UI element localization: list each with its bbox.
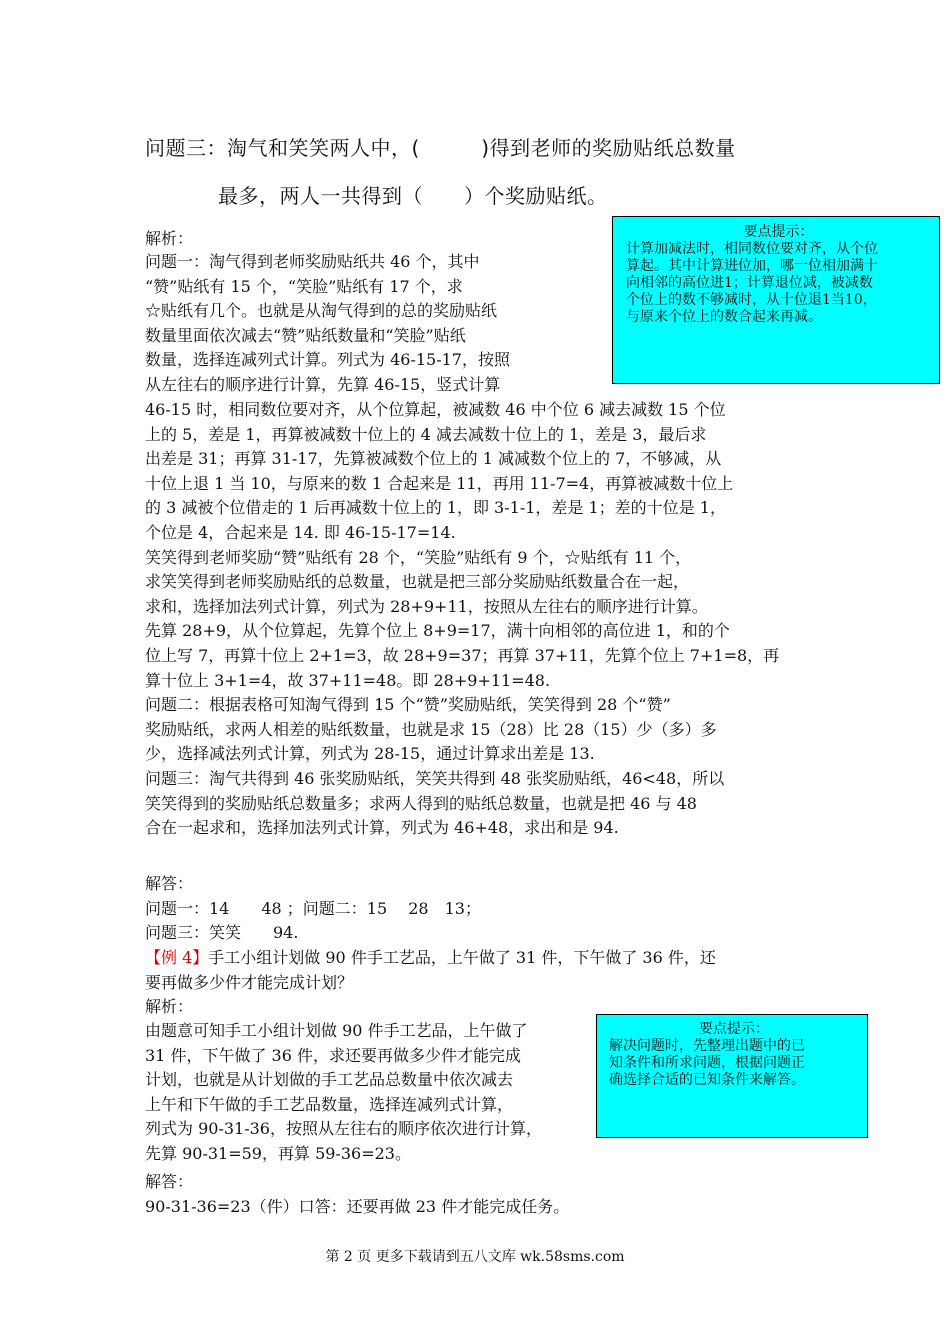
- answer-line: 问题一：14 48 ；问题二：15 28 13；: [145, 898, 481, 918]
- hint-line: 知条件和所求问题，根据问题正: [609, 1055, 805, 1071]
- text-line: 列式为 90-31-36，按照从左往右的顺序依次进行计算，: [145, 1119, 542, 1139]
- text-line: 先算 28+9，从个位算起，先算个位上 8+9=17，满十向相邻的高位进 1，和的个: [145, 621, 730, 641]
- text-line: 个位是 4，合起来是 14. 即 46-15-17=14.: [145, 522, 456, 542]
- text-line: 计划，也就是从计划做的手工艺品总数量中依次减去: [145, 1070, 514, 1090]
- text-line: “赞”贴纸有 15 个，“笑脸”贴纸有 17 个，求: [145, 276, 463, 296]
- hint-line: 算起。其中计算进位加，哪一位相加满十: [626, 258, 878, 274]
- text-line: 从左往右的顺序进行计算，先算 46-15，竖式计算: [145, 374, 501, 394]
- hint-line: 解决问题时，先整理出题中的已: [609, 1038, 805, 1054]
- text-line: 奖励贴纸，求两人相差的贴纸数量，也就是求 15（28）比 28（15）少（多）多: [145, 719, 717, 739]
- text-line: 算十位上 3+1=4，故 37+11=48。即 28+9+11=48.: [145, 670, 551, 690]
- text-line: 31 件，下午做了 36 件，求还要再做多少件才能完成: [145, 1045, 521, 1065]
- question3-line1: 问题三：淘气和笑笑两人中，( )得到老师的奖励贴纸总数量: [145, 136, 736, 160]
- text-line: 先算 90-31=59，再算 59-36=23。: [145, 1143, 411, 1163]
- answer-label-2: 解答：: [145, 1172, 194, 1191]
- text-line: 由题意可知手工小组计划做 90 件手工艺品，上午做了: [145, 1021, 528, 1040]
- example4-line2: 要再做多少件才能完成计划？: [145, 972, 354, 992]
- hint-line: 确选择合适的已知条件来解答。: [609, 1072, 805, 1088]
- hint-line: 与原来个位上的数合起来再减。: [626, 309, 822, 325]
- text-line: 问题三：淘气共得到 46 张奖励贴纸，笑笑共得到 48 张奖励贴纸，46<48，所以: [145, 768, 725, 788]
- text-line: 上的 5，差是 1，再算被减数十位上的 4 减去减数十位上的 1，差是 3，最后求: [145, 424, 707, 444]
- example4-line1: 手工小组计划做 90 件手工艺品，上午做了 31 件，下午做了 36 件，还: [208, 948, 716, 967]
- page-footer: 第 2 页 更多下载请到五八文库 wk.58sms.com: [325, 1249, 625, 1265]
- text-line: ☆贴纸有几个。也就是从淘气得到的总的奖励贴纸: [145, 301, 498, 321]
- hint-box-2: [596, 1014, 868, 1138]
- text-line: 十位上退 1 当 10，与原来的数 1 合起来是 11，再用 11-7=4，再算被减数十位上: [145, 473, 734, 493]
- hint-title: 要点提示：: [699, 1021, 769, 1037]
- text-line: 数量，选择连减列式计算。列式为 46-15-17，按照: [145, 350, 510, 370]
- analysis-wide: [145, 398, 815, 841]
- text-line: 数量里面依次减去“赞”贴纸数量和“笑脸”贴纸: [145, 325, 466, 345]
- text-line: 求和，选择加法列式计算，列式为 28+9+11，按照从左往右的顺序进行计算。: [145, 596, 708, 616]
- example4-tag: 【例 4】: [145, 948, 209, 967]
- text-line: 46-15 时，相同数位要对齐，从个位算起，被减数 46 中个位 6 减去减数 15 个位: [145, 400, 726, 419]
- question3-line2: 最多，两人一共得到（ ）个奖励贴纸。: [218, 184, 608, 208]
- example4-question: [145, 946, 815, 995]
- hint-line: 个位上的数不够减时，从十位退1当10，: [626, 292, 877, 308]
- text-line: 少，选择减法列式计算，列式为 28-15，通过计算求出差是 13.: [145, 744, 595, 764]
- hint-line: 计算加减法时，相同数位要对齐，从个位: [626, 241, 878, 257]
- hint-line: 向相邻的高位进1；计算退位减，被减数: [626, 275, 873, 291]
- text-line: 上午和下午做的手工艺品数量，选择连减列式计算，: [145, 1094, 514, 1114]
- analysis-label: 解析：: [145, 229, 194, 248]
- text-line: 位上写 7，再算十位上 2+1=3，故 28+9=37；再算 37+11，先算个位上 7+1=8，再: [145, 645, 780, 665]
- answer-block: [145, 872, 481, 946]
- text-line: 笑笑得到老师奖励“赞”贴纸有 28 个，“笑脸”贴纸有 9 个，☆贴纸有 11 个，: [145, 547, 692, 567]
- analysis-label-2: 解析：: [145, 997, 194, 1016]
- text-line: 合在一起求和，选择加法列式计算，列式为 46+48，求出和是 94.: [145, 818, 619, 838]
- hint-box-1: [612, 216, 940, 384]
- example4-analysis: [145, 1019, 595, 1167]
- analysis-narrow: [145, 250, 605, 398]
- hint-title: 要点提示：: [743, 224, 814, 240]
- answer-label: 解答：: [145, 874, 194, 893]
- text-line: 求笑笑得到老师奖励贴纸的总数量，也就是把三部分奖励贴纸数量合在一起，: [145, 572, 690, 592]
- text-line: 的 3 减被个位借走的 1 后再减数十位上的 1，即 3-1-1，差是 1；差的十位是 1，: [145, 498, 726, 518]
- text-line: 出差是 31；再算 31-17，先算被减数个位上的 1 减减数个位上的 7，不够减，从: [145, 449, 722, 469]
- answer-line: 问题三：笑笑 94.: [145, 923, 299, 943]
- text-line: 问题一：淘气得到老师奖励贴纸共 46 个，其中: [145, 252, 480, 271]
- example4-answer: 90-31-36=23（件）口答：还要再做 23 件才能完成任务。: [145, 1197, 570, 1216]
- text-line: 笑笑得到的奖励贴纸总数量多；求两人得到的贴纸总数量，也就是把 46 与 48: [145, 793, 697, 813]
- text-line: 问题二：根据表格可知淘气得到 15 个“赞”奖励贴纸，笑笑得到 28 个“赞”: [145, 695, 671, 715]
